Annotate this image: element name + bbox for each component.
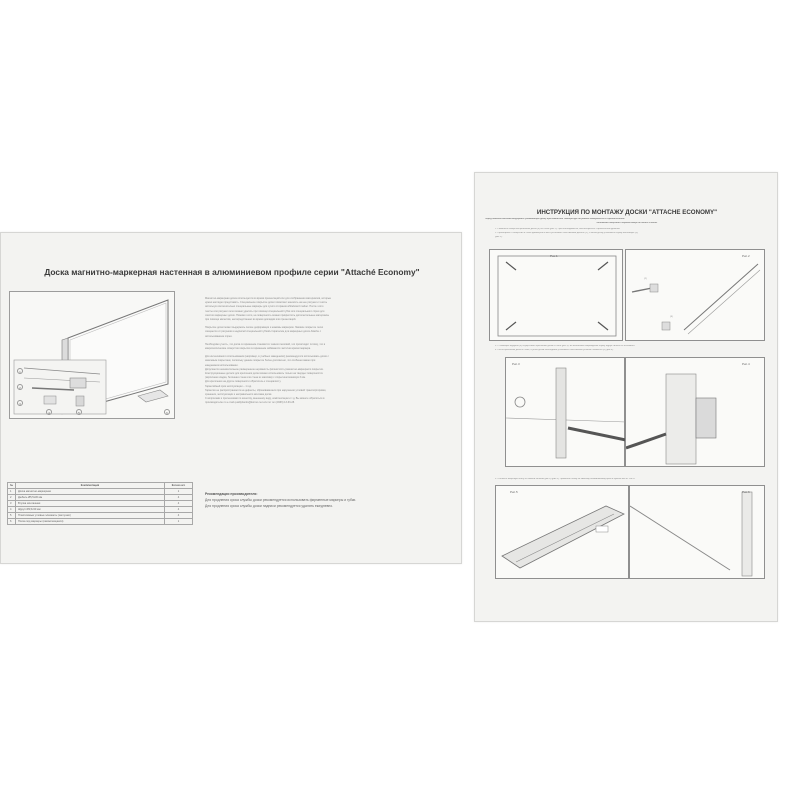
text-line: Гарантийный срок эксплуатации – 1 год. — [205, 384, 252, 388]
board-diagram — [10, 292, 176, 420]
callout-6: 6 — [164, 409, 170, 415]
column-header: Комплектация — [16, 483, 165, 489]
text-line: Для крепления на другие поверхности обратитесь к специалисту. — [205, 380, 282, 384]
text-line: Конструкционные детали для крепления доски можно использовать только на твердых поверхностях — [205, 372, 323, 376]
step-line: 5. Отклеить защитную ленту от нижней полочки (рис.6) (рис.5). Приклеить полку по нижнему алюминиевому краю в нужное место. Рис.6. — [495, 478, 636, 480]
table-cell: 4 — [8, 507, 16, 513]
description-text — [205, 297, 449, 406]
text-line: используя исключительно специальные маркеры для сухого стирания whiteboard marker. После этого — [205, 305, 324, 309]
table-cell: 2 — [8, 495, 16, 501]
text-line: микроскопические отверстия покрытия со временем забиваются частички краски маркера. — [205, 347, 311, 351]
callout-5: 5 — [76, 409, 82, 415]
text-line: ежедневном использовании. — [205, 363, 239, 367]
recommendation-title: Рекомендации производителя: — [205, 492, 258, 496]
figure-3-label: Рис.3 — [512, 362, 520, 366]
figure-1 — [489, 249, 623, 341]
figure-5-drawing — [496, 486, 630, 580]
table-cell: 1 — [165, 489, 193, 495]
table-cell: Дюбель Ø5,5х30 мм — [16, 495, 165, 501]
table-cell: Полка под маркеры (самоклеящаяся) — [16, 519, 165, 525]
table-cell: Доска магнитно-маркерная — [16, 489, 165, 495]
text-line: Допускается незначительное размеренное неровность (волнистость) магнитно-маркерного покрытия. — [205, 367, 324, 371]
callout-4: 4 — [46, 409, 52, 415]
callout-2: 2 — [17, 384, 23, 390]
column-header: Кол-во шт. — [165, 483, 193, 489]
text-line: Необходимо учесть, что доска со временем становится темного матовой, это происходит потому, что в — [205, 342, 326, 346]
table-cell: Пластиковые угловые элементы (заглушки) — [16, 513, 165, 519]
recommendation-line: Для продления срока службы доски надписи рекомендуется удалять ежедневно. — [205, 504, 334, 508]
text-line: Для интенсивного использования (например, в учебных заведениях) рекомендуется использовать доски с — [205, 355, 329, 359]
figure-4-label: Рис.4 — [742, 362, 750, 366]
table-cell: 5 — [8, 513, 16, 519]
figure-2 — [625, 249, 765, 341]
figure-5 — [495, 485, 629, 579]
recommendations — [205, 491, 449, 509]
text-line: использованием спрея. — [205, 334, 233, 338]
step-line: 2. Просверлить 4 отверстия в стене диаметром 6 мм и установить пластиковый дюбель (2), а затем доску установить втулку монтажную (3), — [495, 232, 639, 234]
table-cell: Шуруп Ø3,5х30 мм — [16, 507, 165, 513]
intro-line: Перед началом монтажа выдержать упакованную доску при комнатной температуре на ровной поверхности в горизонтальном — [485, 218, 625, 220]
text-line: при помощи магнитов, непосредственно во время докладов или презентаций. — [205, 318, 297, 322]
text-line: производителю по e-mail qualitybanks@komus.net или по тел (4966) 13-63-28. — [205, 401, 295, 405]
text-line: С вопросами и претензиями по качеству, внешнему виду, комплектации и т.д. Вы можете обратиться в — [205, 397, 325, 401]
recommendation-line: Для продления срока службы доски рекомендуется использовать фирменные маркеры и губки. — [205, 498, 357, 502]
table-cell: 4 — [165, 507, 193, 513]
text-line: эмалевым покрытием, поскольку данное покрытие более долговечно, что особенно важно при — [205, 359, 316, 363]
product-description-sheet — [0, 232, 462, 564]
figure-3-drawing — [506, 358, 626, 468]
table-cell: 1 — [165, 519, 193, 525]
figure-6-label: Рис.6 — [742, 490, 750, 494]
text-line: (кирпичная кладка, бетонная стена или стена из массива) с открытием минимум 3 мм. — [205, 376, 306, 380]
intro-line: положении защитной стороной вверх не менее 8 часов. — [596, 222, 658, 224]
text-line: Гарантия не распространяется на дефекты, образовавшиеся при нарушении условий транспортировки, — [205, 388, 327, 392]
callout-3: 3 — [17, 400, 23, 406]
product-title: Доска магнитно-маркерная настенная в алюминиевом профиле серии "Attaché Economy" — [44, 267, 420, 277]
text-line: нужно наглядно представить. Специальное покрытие доски позволяет наносить на нее рисунки и тексты — [205, 301, 328, 305]
table-cell: 4 — [165, 513, 193, 519]
text-line: Покрытие доски может выдержать легкие деформации и нажимы маркером. Лаковое покрытие легко — [205, 326, 324, 330]
figure-4-drawing — [626, 358, 766, 468]
text-line: хранения, эксплуатации и неправильного монтажа доски. — [205, 393, 272, 397]
figure-4 — [625, 357, 765, 467]
callout-3-small: (3) — [670, 316, 673, 318]
table-cell: 1 — [8, 489, 16, 495]
figure-2-label: Рис.2 — [742, 254, 750, 258]
column-header: № — [8, 483, 16, 489]
figure-3 — [505, 357, 625, 467]
figure-6-drawing — [630, 486, 766, 580]
board-figure — [9, 291, 175, 419]
figure-2-drawing — [626, 250, 766, 342]
table-row — [8, 519, 193, 525]
figure-5-label: Рис.5 — [510, 490, 518, 494]
components-table — [7, 482, 193, 525]
instructions-title: ИНСТРУКЦИЯ ПО МОНТАЖУ ДОСКИ "ATTACHE ECONOMY" — [536, 209, 718, 216]
text-line: очищается от рисунков и надписей специальной губкой-стирателем для маркерных досок Attache с — [205, 330, 322, 334]
step-line: 3. С помощью шурупов (4) осуществить крепление доски к стене (рис.3). Во избежание повреждения втулку шуруп сильно не затягивать! — [495, 345, 635, 347]
step-line: 1. Разметить отверстия крепления доски (4) на стене (рис.1). При необходимости, воспользуйтесь строительным уровнем. — [495, 228, 621, 230]
table-cell: 4 — [165, 495, 193, 501]
figure-6 — [629, 485, 765, 579]
text-line: тексты или рисунки легко можно удалить при помощи специальной губки или специального спрея для — [205, 309, 325, 313]
figure-1-drawing — [490, 250, 624, 342]
installation-instructions-sheet — [474, 172, 778, 622]
callout-2-small: (2) — [644, 278, 647, 280]
step-line: (рис.2). — [495, 236, 503, 238]
table-cell: Втулка монтажная — [16, 501, 165, 507]
step-line: 4. После крепления доски к стене, в углах доски необходимо установить пластиковые угловые элементы (5) (рис.4). — [495, 349, 614, 351]
table-cell: 4 — [165, 501, 193, 507]
figure-1-label: Рис.1 — [550, 254, 558, 258]
text-line: Магнитно-маркерная доска используется во время презентаций или для отображения материалов, которые — [205, 297, 332, 300]
table-cell: 6 — [8, 519, 16, 525]
callout-1: 1 — [17, 368, 23, 374]
table-cell: 3 — [8, 501, 16, 507]
text-line: очистки маркерных досок. Помимо этого, на поверхность можно прикреплять дополнительные материалы — [205, 313, 330, 317]
